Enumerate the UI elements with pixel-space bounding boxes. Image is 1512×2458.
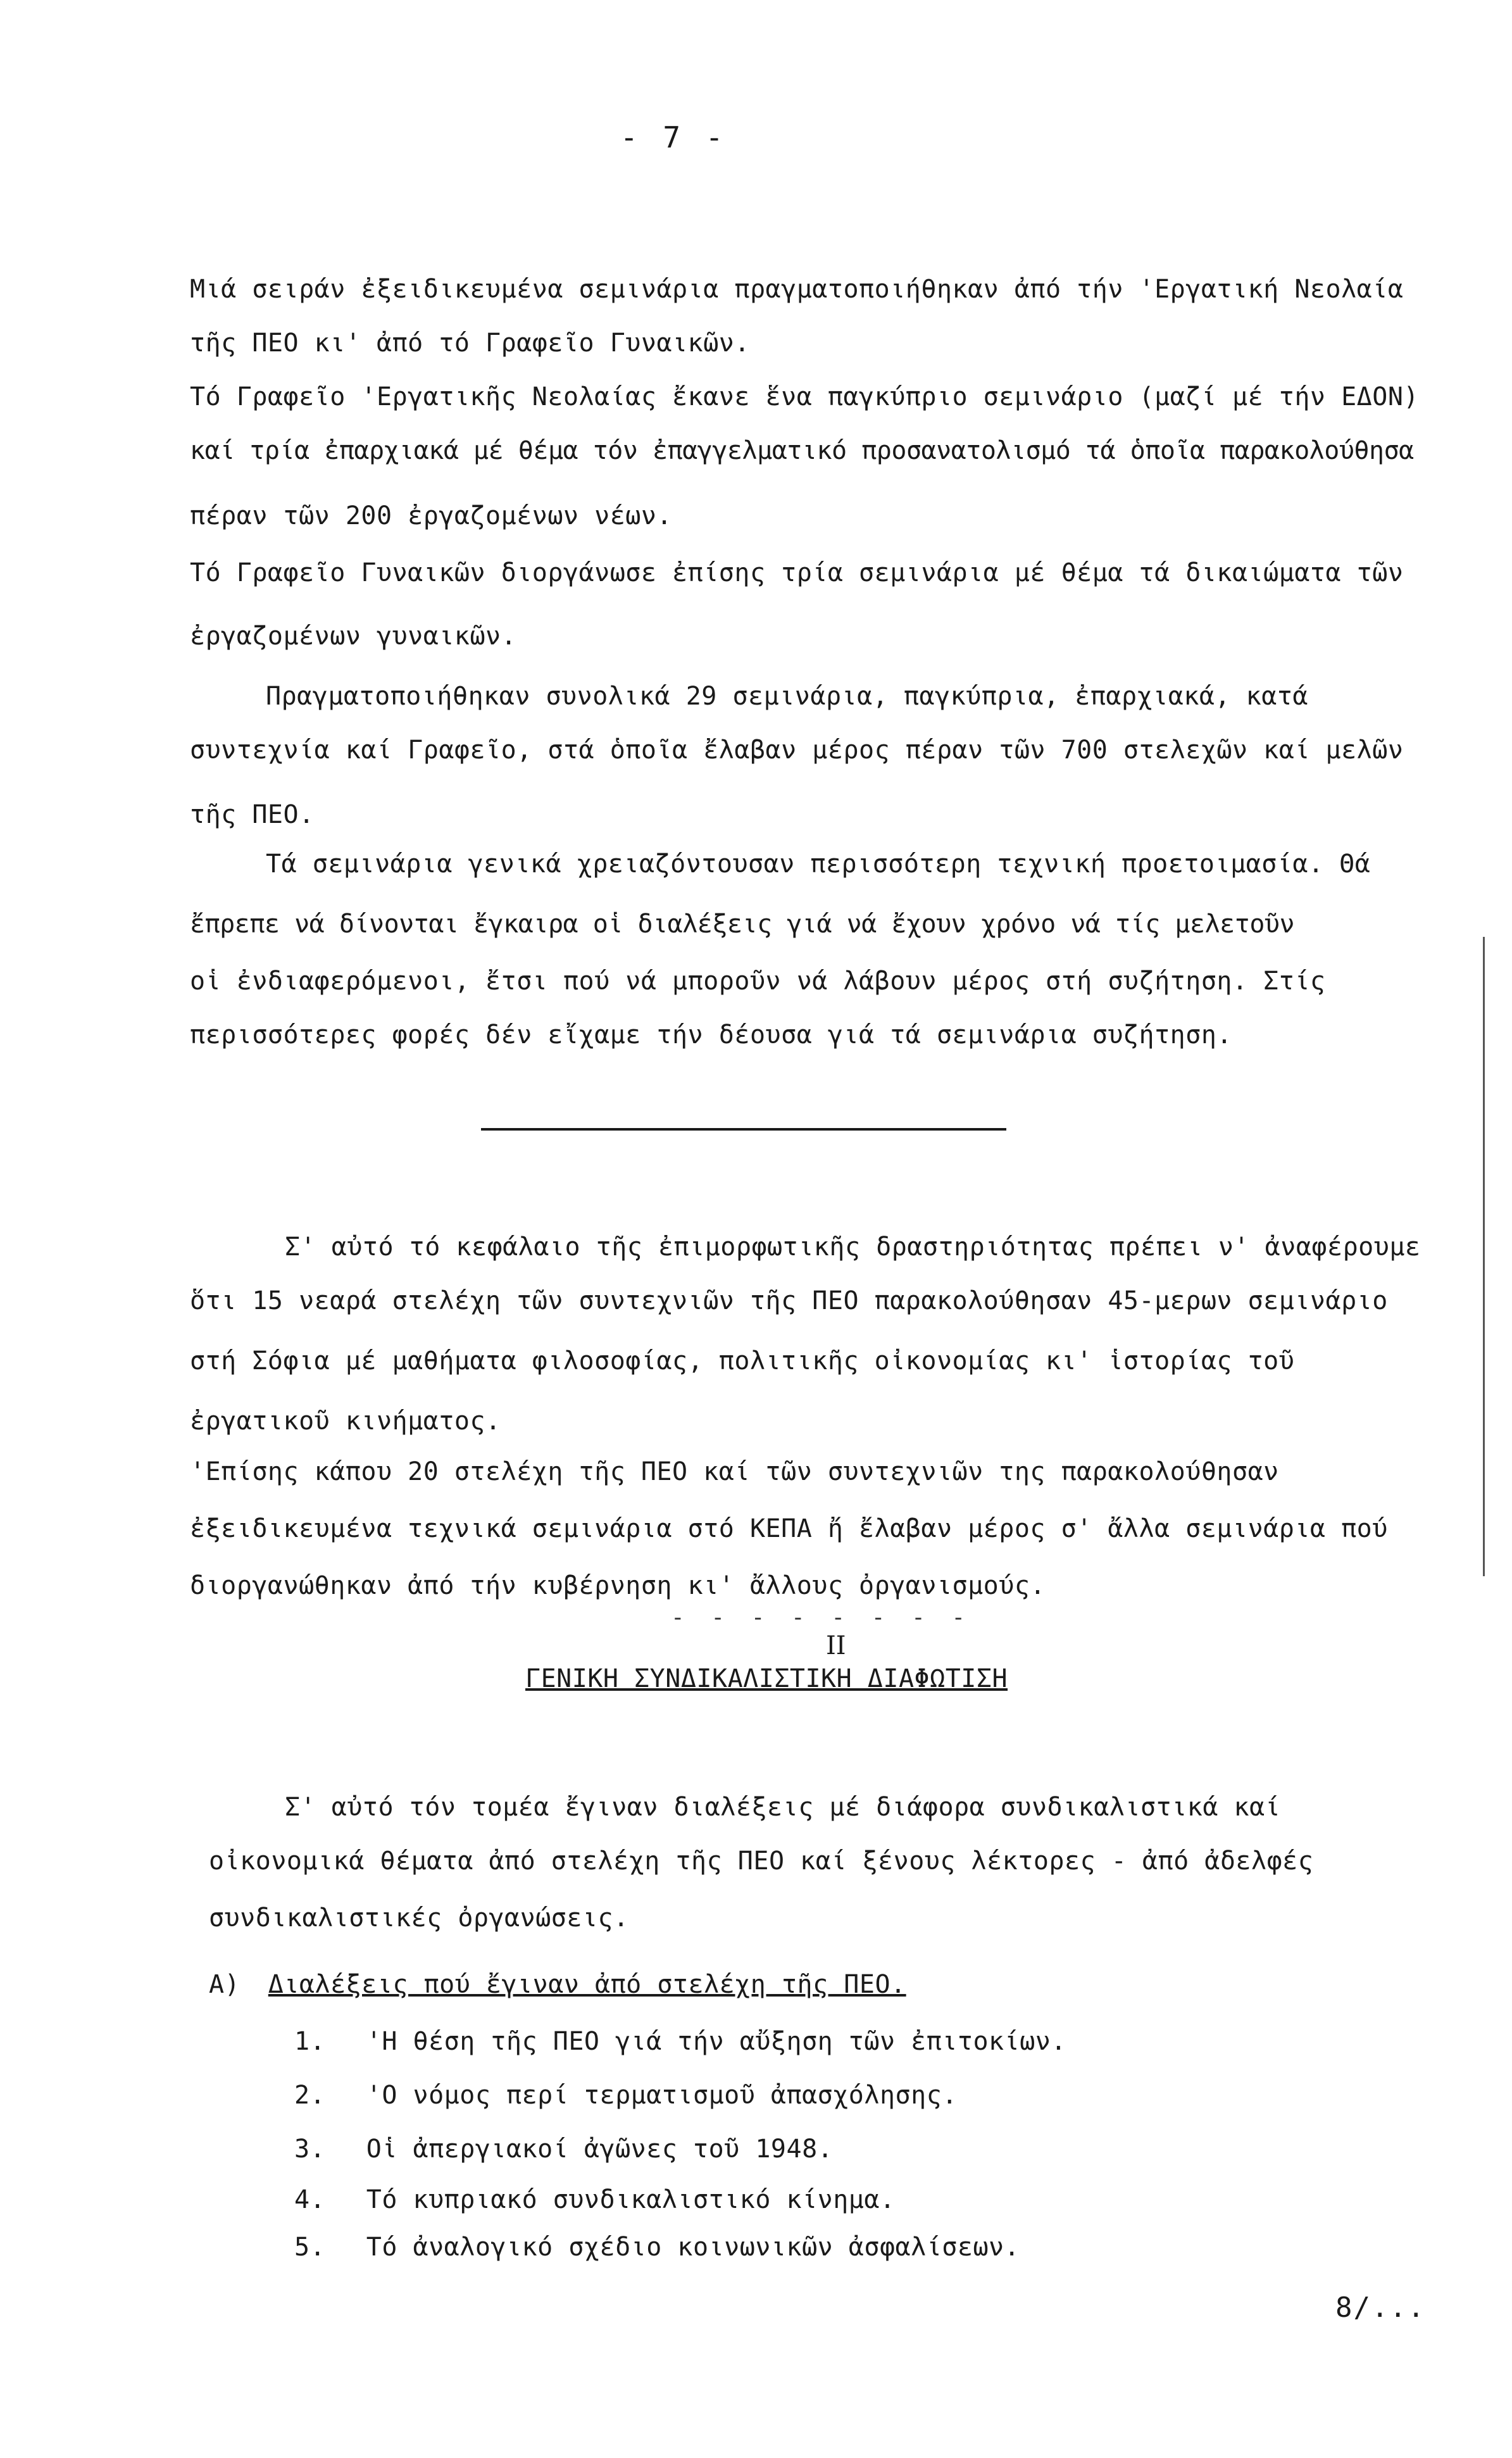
text-line: συντεχνία καί Γραφεῖο, στά ὁποῖα ἔλαβαν μέρος πέραν τῶν 700 στελεχῶν καί μελῶν	[190, 736, 1404, 765]
text-line: τῆς ΠΕΟ.	[190, 800, 315, 829]
text-line: Σ' αὐτό τό κεφάλαιο τῆς ἐπιμορφωτικῆς δραστηριότητας πρέπει ν' ἀναφέρουμε	[285, 1232, 1421, 1262]
text-line: πέραν τῶν 200 ἐργαζομένων νέων.	[190, 501, 673, 530]
margin-line	[1483, 937, 1485, 1576]
text-line: οἱ ἐνδιαφερόμενοι, ἔτσι πού νά μποροῦν νά λάβουν μέρος στή συζήτηση. Στίς	[190, 967, 1326, 996]
list-item	[294, 2184, 896, 2216]
text-line: ἔπρεπε νά δίνονται ἔγκαιρα οἱ διαλέξεις γιά νά ἔχουν χρόνο νά τίς μελετοῦν	[190, 910, 1295, 939]
text-line: συνδικαλιστικές ὀργανώσεις.	[209, 1903, 629, 1933]
text-line: οἰκονομικά θέματα ἀπό στελέχη τῆς ΠΕΟ καί ξένους λέκτορες - ἀπό ἀδελφές	[209, 1847, 1314, 1876]
page-number: - 7 -	[620, 120, 727, 154]
subsection-label: Α)	[209, 1970, 241, 1999]
list-item-text: 'Ο νόμος περί τερματισμοῦ ἀπασχόλησης.	[366, 2081, 958, 2110]
page-continuation: 8/...	[1335, 2292, 1426, 2324]
text-line: Τό Γραφεῖο Γυναικῶν διοργάνωσε ἐπίσης τρία σεμινάρια μέ θέμα τά δικαιώματα τῶν	[190, 558, 1404, 587]
text-line: 'Επίσης κάπου 20 στελέχη τῆς ΠΕΟ καί τῶν συντεχνιῶν της παρακολούθησαν	[190, 1457, 1279, 1486]
list-item-number: 3.	[294, 2135, 326, 2164]
list-item-text: Τό ἀναλογικό σχέδιο κοινωνικῶν ἀσφαλίσεων.	[366, 2233, 1020, 2262]
list-item-number: 5.	[294, 2233, 326, 2262]
section-number: II	[826, 1631, 846, 1660]
list-item-text: 'Η θέση τῆς ΠΕΟ γιά τήν αὔξηση τῶν ἐπιτοκίων.	[366, 2027, 1066, 2056]
text-line: καί τρία ἐπαρχιακά μέ θέμα τόν ἐπαγγελματικό προσανατολισμό τά ὁποῖα παρακολούθησα	[190, 436, 1414, 465]
list-item-number: 4.	[294, 2185, 326, 2214]
text-line: ἐργαζομένων γυναικῶν.	[190, 622, 517, 651]
text-line: διοργανώθηκαν ἀπό τήν κυβέρνηση κι' ἄλλους ὀργανισμούς.	[190, 1571, 1046, 1600]
subsection-heading	[209, 1969, 906, 2000]
text-line: τῆς ΠΕΟ κι' ἀπό τό Γραφεῖο Γυναικῶν.	[190, 329, 750, 358]
list-item-text: Οἱ ἀπεργιακοί ἀγῶνες τοῦ 1948.	[366, 2135, 834, 2164]
text-line: ἐργατικοῦ κινήματος.	[190, 1407, 501, 1436]
text-line: ὅτι 15 νεαρά στελέχη τῶν συντεχνιῶν τῆς ΠΕΟ παρακολούθησαν 45-μερων σεμινάριο	[190, 1286, 1388, 1315]
text-line: Μιά σειράν ἐξειδικευμένα σεμινάρια πραγματοποιήθηκαν ἀπό τήν 'Εργατική Νεολαία	[190, 275, 1404, 304]
list-item	[294, 2133, 833, 2165]
section-divider	[481, 1128, 1006, 1131]
text-line: Σ' αὐτό τόν τομέα ἔγιναν διαλέξεις μέ διάφορα συνδικαλιστικά καί	[285, 1793, 1281, 1822]
text-line: Τά σεμινάρια γενικά χρειαζόντουσαν περισσότερη τεχνική προετοιμασία. Θά	[266, 850, 1371, 879]
list-item	[294, 2231, 1020, 2263]
list-item	[294, 2026, 1066, 2057]
list-item-number: 2.	[294, 2081, 326, 2110]
text-line: στή Σόφια μέ μαθήματα φιλοσοφίας, πολιτικῆς οἰκονομίας κι' ἱστορίας τοῦ	[190, 1346, 1295, 1376]
separator-dashes: - - - - - - - -	[671, 1605, 972, 1631]
list-item	[294, 2079, 958, 2111]
text-line: περισσότερες φορές δέν εἴχαμε τήν δέουσα γιά τά σεμινάρια συζήτηση.	[190, 1020, 1232, 1050]
list-item-number: 1.	[294, 2027, 326, 2056]
list-item-text: Τό κυπριακό συνδικαλιστικό κίνημα.	[366, 2185, 896, 2214]
text-line: Τό Γραφεῖο 'Εργατικῆς Νεολαίας ἔκανε ἕνα παγκύπριο σεμινάριο (μαζί μέ τήν ΕΔΟΝ)	[190, 382, 1419, 411]
subsection-title: Διαλέξεις πού ἔγιναν ἀπό στελέχη τῆς ΠΕΟ.	[268, 1970, 906, 1999]
text-line: Πραγματοποιήθηκαν συνολικά 29 σεμινάρια, παγκύπρια, ἐπαρχιακά, κατά	[266, 682, 1308, 711]
text-line: ἐξειδικευμένα τεχνικά σεμινάρια στό ΚΕΠΑ ἤ ἔλαβαν μέρος σ' ἄλλα σεμινάρια πού	[190, 1514, 1388, 1543]
section-heading: ΓΕΝΙΚΗ ΣΥΝΔΙΚΑΛΙΣΤΙΚΗ ΔΙΑΦΩΤΙΣΗ	[525, 1664, 1008, 1693]
